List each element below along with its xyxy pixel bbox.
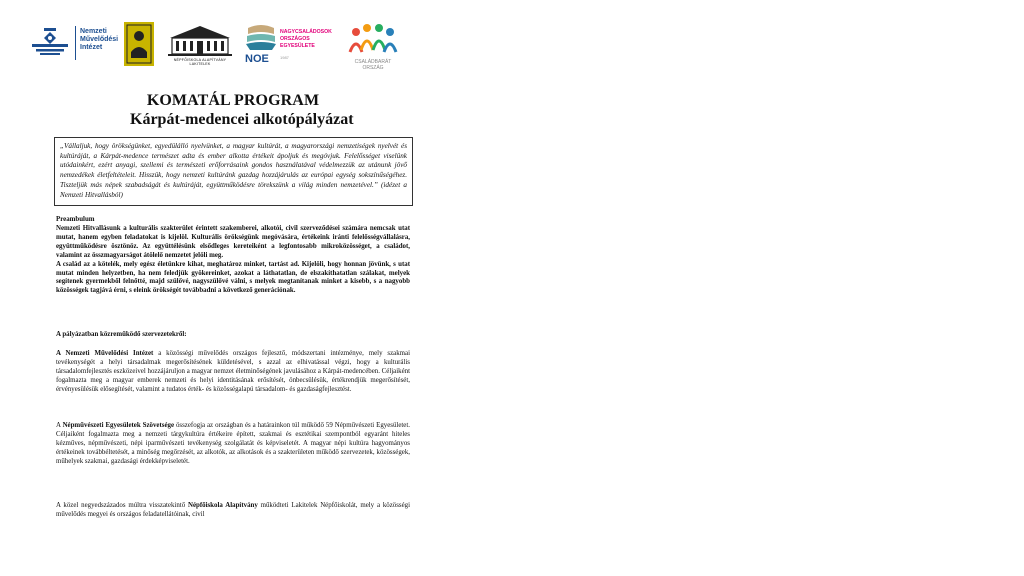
noe-line-2: ORSZÁGOS <box>280 36 310 42</box>
csaladbarat-line-1: CSALÁDBARÁT <box>354 59 392 65</box>
partner-nesz-prefix: A <box>56 422 63 429</box>
partner-nesz-paragraph <box>56 422 410 467</box>
csaladbarat-line-2: ORSZÁG <box>362 65 384 71</box>
noe-logo <box>244 22 340 68</box>
family-icon <box>346 22 400 56</box>
partner-lakitelek-paragraph <box>56 502 410 520</box>
quote-box <box>54 137 413 206</box>
nmi-logo <box>30 22 119 68</box>
partner-nesz-text: összefogja az országban és a határainkon túl működő 59 Népművészeti Egyesületet. Céljaiként fogalmazta meg a nemzeti tárgykultúra értékeire épített, szakmai és esztétikai szempontból egyaránt hiteles kézműves, népművészeti, népi iparművészeti tevékenység szolgálatát és képviseletét. A magyar népi kultúra hagyományos értékeinek továbbéltetését, a minőség megőrzését, az alkotók, az alkotások és a szakterületen működő szervezetek, közösségek, műhelyek szakmai, gazdasági érdekképviseletét. <box>56 422 410 465</box>
nmi-logo-divider <box>75 26 76 60</box>
nmi-line-2: Művelődési <box>80 36 119 43</box>
noe-logo-text <box>280 29 332 50</box>
nepfoiskola-building-icon <box>166 22 234 58</box>
noe-abbr: NOE <box>245 53 269 65</box>
csaladbarat-text <box>346 59 400 71</box>
nmi-line-1: Nemzeti <box>80 28 107 35</box>
nmi-logo-text <box>80 28 118 52</box>
program-subtitle: Kárpát-medencei alkotópályázat <box>130 111 354 128</box>
partner-nmi-paragraph <box>56 350 410 395</box>
nesz-emblem-icon <box>124 22 154 66</box>
preamble-title: Preambulum <box>56 216 95 223</box>
program-title: KOMATÁL PROGRAM <box>146 92 320 109</box>
noe-year: 1987 <box>280 55 289 60</box>
noe-line-1: NAGYCSALÁDOSOK <box>280 29 332 35</box>
preamble-paragraph-1: Nemzeti Hitvallásunk a kulturális szakterület érintett szakemberei, alkotói, civil szerveződései számára nemcsak utat mutat, hanem egyben feladatokat is kijelöl. Kulturális örökségünk megóvására, értékeink iránti felelősségvállalásra, együttműködésre ösztönöz. Az együttélésünk elsődleges kereteiként a legfontosabb mikroközösséget, a családot, valamint az összmagyarságot átölelő nemzetet jelöli meg. <box>56 225 410 259</box>
nepfoiskola-caption: NÉPFŐISKOLA ALAPÍTVÁNY LAKITELEK <box>173 58 227 66</box>
noe-ark-icon <box>244 22 278 66</box>
partner-nesz-name: Népművészeti Egyesületek Szövetsége <box>62 422 175 429</box>
nmi-line-3: Intézet <box>80 44 103 51</box>
partner-nmi-text: a közösségi művelődés országos fejlesztő, módszertani intézménye, mely szakmai tevékenységét a helyi társadalmak megerősítésének küldetésével, s azzal az elhivatással végzi, hogy a kulturális társadalomfejlesztés eszközeivel hozzájáruljon a magyar nemzet életminőségének javulásához a Kárpát-medencében. Céljaiként fogalmazta meg a magyar emberek nemzeti és helyi identitásának erősítését, önbecsülésük, értékrendjük megerősítését, érvényesülésük elősegítését, valamint a tudatos érték- és közösségalapú társadalom- és gazdaságfejlesztést. <box>56 350 410 393</box>
quote-text: „Vállaljuk, hogy örökségünket, egyedülálló nyelvünket, a magyar kultúrát, a magyarországi nemzetiségek nyelvét és kultúráját, a Kárpát-medence természet adta és ember alkotta értékeit ápoljuk és megóvjuk. Felelősséget viselünk utódainkért, ezért anyagi, szellemi és természeti erőforrásaink gondos használatával védelmezzük az utánunk jövő nemzedékek életfeltételeit. Hisszük, hogy nemzeti kultúránk gazdag hozzájárulás az európai egység sokszínűségéhez. Tiszteljük más népek szabadságát és kultúráját, együttműködésre törekszünk a világ minden nemzetével.” (idézet a Nemzeti Hitvallásból) <box>60 142 407 199</box>
partner-nmi-name: A Nemzeti Művelődési Intézet <box>56 350 154 357</box>
partner-lakitelek-text: működteti Lakitelek Népfőiskolát, mely a közösségi művelődés megyei és országos feladatellátóinak, civil <box>56 502 410 518</box>
preamble-paragraph-2: A család az a kötelék, mely egész életünkre kihat, meghatároz minket, tartást ad. Kijelöli, hogy honnan jövünk, s utat mutat minden helyzetben, ha nem feledjük gyökereinket, azokat a láthatatlan, de elszakíthatatlan szálakat, melyek segítenek gyermekből felnőtté, majd szülővé, nagyszülővé válni, s melyek megtanítanak minket a kisebb, s a nagyobb közösségek tagjává érni, s eleink örökségét továbbadni a következő generációnak. <box>56 260 410 295</box>
nmi-emblem-icon <box>30 22 70 62</box>
partners-title: A pályázatban közreműködő szervezetekről: <box>56 331 187 338</box>
partner-lakitelek-name: Népfőiskola Alapítvány <box>187 502 258 509</box>
preamble-body <box>56 225 410 296</box>
nesz-logo <box>124 22 154 68</box>
partner-lakitelek-prefix: A közel negyedszázados múltra visszatekintő <box>56 502 188 509</box>
nepfoiskola-logo <box>166 22 234 68</box>
noe-line-3: EGYESÜLETE <box>280 43 315 49</box>
csaladbarat-logo <box>346 22 400 71</box>
